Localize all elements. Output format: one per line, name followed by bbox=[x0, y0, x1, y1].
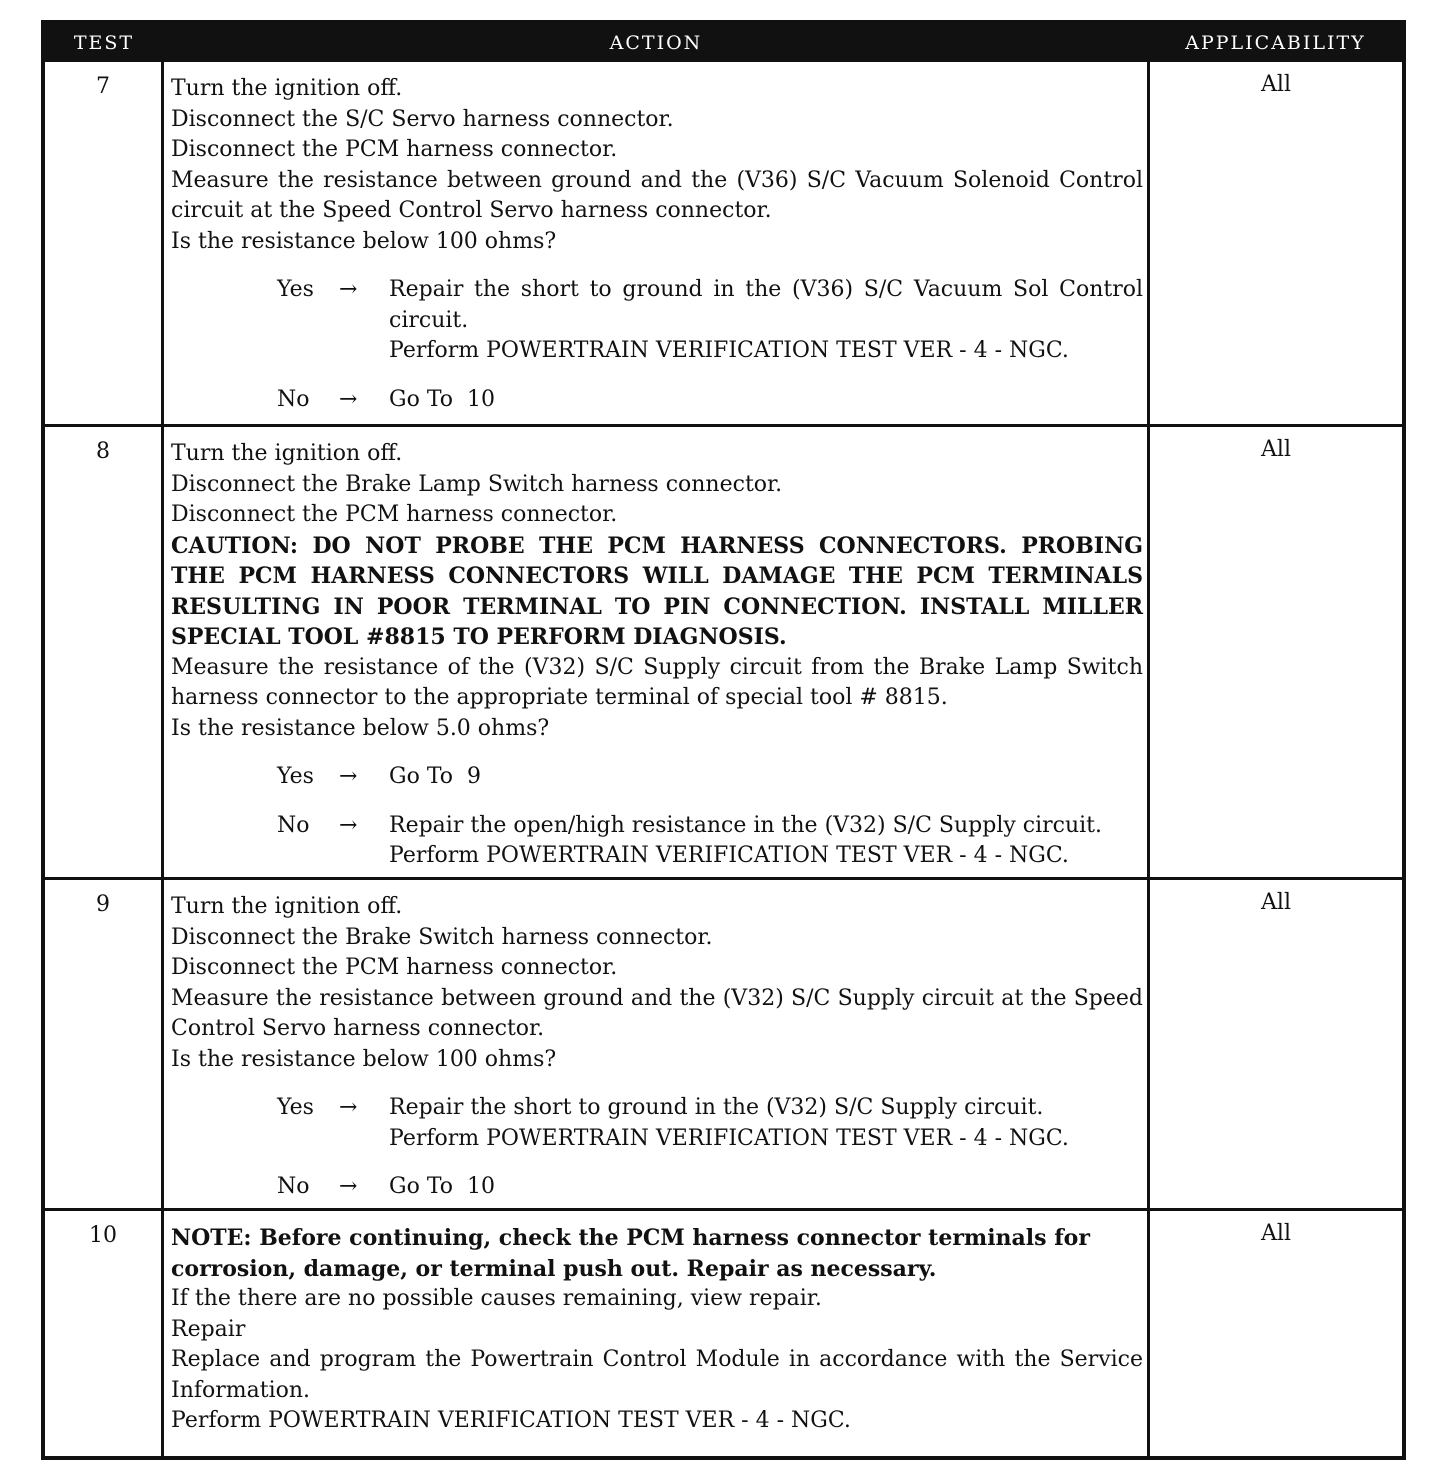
step-text: Disconnect the Brake Lamp Switch harness connector. bbox=[171, 471, 783, 497]
yes-branch bbox=[171, 275, 1143, 367]
step-text: If the there are no possible causes remaining, view repair. bbox=[171, 1286, 822, 1311]
step-text: Turn the ignition off. bbox=[171, 76, 403, 101]
arrow-icon: → bbox=[339, 1095, 358, 1120]
question-text: Is the resistance below 100 ohms? bbox=[171, 228, 557, 254]
goto-label: Go To bbox=[389, 764, 454, 789]
perform-text: Perform POWERTRAIN VERIFICATION TEST VER - 4 - NGC. bbox=[389, 1125, 1069, 1151]
arrow-icon: → bbox=[339, 1174, 358, 1199]
yes-label: Yes bbox=[277, 764, 314, 789]
action-cell bbox=[171, 1223, 1143, 1437]
test-row-7 bbox=[45, 62, 1402, 424]
step-text: Disconnect the PCM harness connector. bbox=[171, 955, 618, 980]
applicability-cell: All bbox=[1261, 72, 1291, 97]
applicability-cell: All bbox=[1261, 437, 1291, 462]
arrow-icon: → bbox=[339, 386, 358, 412]
test-number: 9 bbox=[96, 892, 110, 917]
step-text: Disconnect the S/C Servo harness connector. bbox=[171, 106, 674, 132]
goto-label: Go To bbox=[389, 1174, 454, 1199]
goto-label: Go To bbox=[389, 386, 454, 412]
test-number: 7 bbox=[96, 74, 110, 99]
step-text: Disconnect the Brake Switch harness connector. bbox=[171, 924, 713, 950]
no-label: No bbox=[277, 812, 310, 838]
step-text: Measure the resistance between ground and the (V36) S/C Vacuum Solenoid Control circuit at the Speed Control Servo harness connector. bbox=[171, 167, 1143, 223]
yes-text: Repair the short to ground in the (V32) S/C Supply circuit. bbox=[389, 1095, 1044, 1120]
no-text: Repair the open/high resistance in the (V32) S/C Supply circuit. bbox=[389, 812, 1103, 838]
repair-text: Replace and program the Powertrain Control Module in accordance with the Service Information. bbox=[171, 1347, 1143, 1403]
arrow-icon: → bbox=[339, 812, 358, 838]
goto-text bbox=[389, 762, 1143, 793]
perform-text: Perform POWERTRAIN VERIFICATION TEST VER - 4 - NGC. bbox=[389, 843, 1069, 868]
arrow-icon: → bbox=[339, 764, 358, 789]
yes-branch bbox=[171, 1093, 1143, 1154]
table-header bbox=[45, 24, 1402, 62]
caution-text: CAUTION: DO NOT PROBE THE PCM HARNESS CONNECTORS. PROBING THE PCM HARNESS CONNECTORS WILL DAMAGE THE PCM TERMINALS RESULTING IN POOR TERMINAL TO PIN CONNECTION. INSTALL MILLER SPECIAL TOOL #8815 TO PERFORM DIAGNOSIS. bbox=[171, 532, 1143, 650]
action-cell bbox=[171, 439, 1143, 872]
yes-label: Yes bbox=[277, 1095, 314, 1120]
step-text: Measure the resistance of the (V32) S/C Supply circuit from the Brake Lamp Switch harness connector to the appropriate terminal of special tool # 8815. bbox=[171, 654, 1143, 710]
step-text: Turn the ignition off. bbox=[171, 894, 403, 919]
test-number: 8 bbox=[96, 439, 110, 464]
header-applicability: APPLICABILITY bbox=[1185, 32, 1366, 54]
action-cell bbox=[171, 74, 1143, 415]
question-text: Is the resistance below 100 ohms? bbox=[171, 1046, 557, 1072]
arrow-icon: → bbox=[339, 277, 358, 302]
goto-link[interactable]: 10 bbox=[467, 1174, 496, 1199]
perform-text: Perform POWERTRAIN VERIFICATION TEST VER - 4 - NGC. bbox=[389, 338, 1069, 363]
step-text: Turn the ignition off. bbox=[171, 441, 403, 466]
question-text: Is the resistance below 5.0 ohms? bbox=[171, 715, 550, 741]
test-row-9 bbox=[45, 877, 1402, 1208]
step-text: Measure the resistance between ground and the (V32) S/C Supply circuit at the Speed Control Servo harness connector. bbox=[171, 985, 1143, 1041]
no-label: No bbox=[277, 386, 310, 412]
no-branch bbox=[171, 1172, 1143, 1203]
no-branch bbox=[171, 385, 1143, 416]
header-action: ACTION bbox=[609, 32, 703, 54]
step-text: Disconnect the PCM harness connector. bbox=[171, 502, 618, 527]
applicability-cell: All bbox=[1261, 890, 1291, 915]
no-label: No bbox=[277, 1174, 310, 1199]
repair-label: Repair bbox=[171, 1316, 246, 1342]
yes-label: Yes bbox=[277, 277, 314, 302]
note-text: NOTE: Before continuing, check the PCM harness connector terminals for corrosion, damage, or terminal push out. Repair as necessary. bbox=[171, 1225, 1090, 1282]
yes-branch bbox=[171, 762, 1143, 793]
test-row-10 bbox=[45, 1208, 1402, 1456]
test-row-8 bbox=[45, 424, 1402, 877]
diagnostic-table bbox=[41, 20, 1406, 1460]
goto-link[interactable]: 10 bbox=[467, 386, 496, 412]
step-text: Disconnect the PCM harness connector. bbox=[171, 137, 618, 162]
header-test: TEST bbox=[73, 32, 135, 54]
applicability-cell: All bbox=[1261, 1221, 1291, 1246]
goto-link[interactable]: 9 bbox=[467, 764, 482, 789]
yes-text: Repair the short to ground in the (V36) S/C Vacuum Sol Control circuit. bbox=[389, 277, 1143, 333]
goto-text bbox=[389, 1172, 1143, 1203]
test-number: 10 bbox=[89, 1223, 117, 1248]
action-cell bbox=[171, 892, 1143, 1203]
no-branch bbox=[171, 811, 1143, 872]
goto-text bbox=[389, 385, 1143, 416]
perform-text: Perform POWERTRAIN VERIFICATION TEST VER - 4 - NGC. bbox=[171, 1408, 851, 1433]
